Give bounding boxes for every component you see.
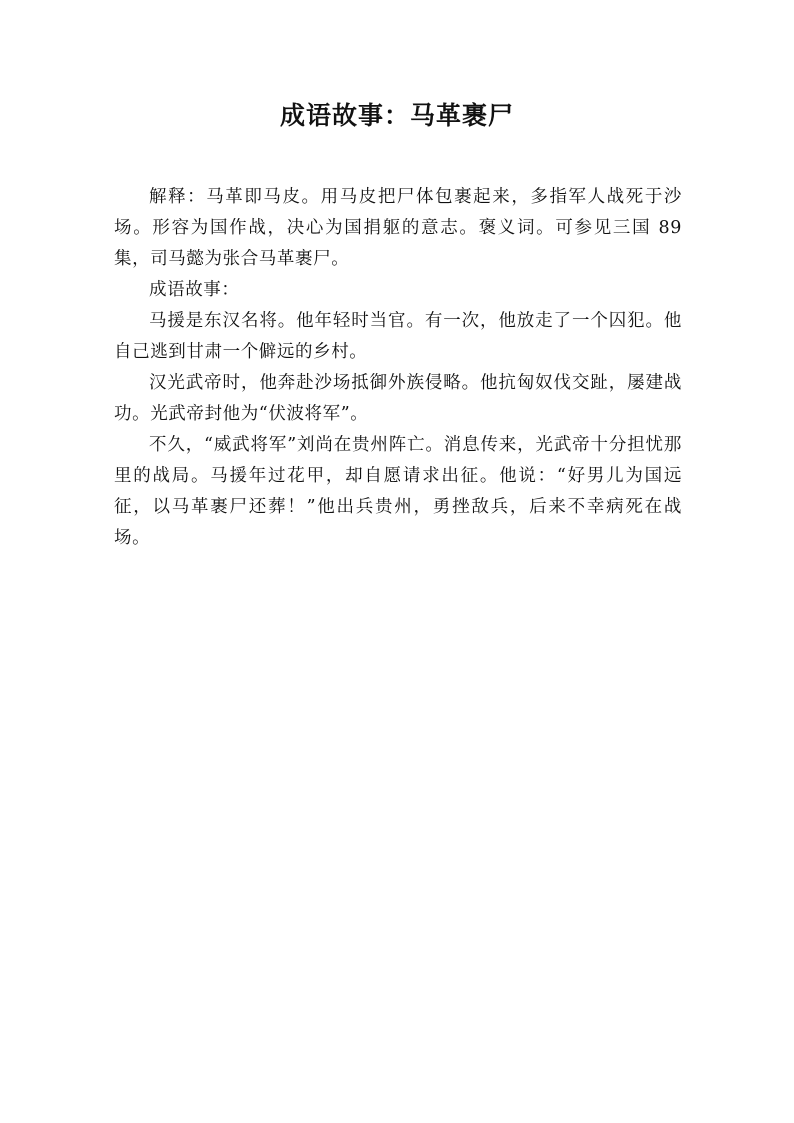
paragraph-story-heading: 成语故事： <box>149 280 240 300</box>
document-title: 成语故事：马革裹尸 <box>279 101 514 130</box>
paragraph-explanation: 解释：马革即马皮。用马皮把尸体包裹起来，多指军人战死于沙场。形容为国作战，决心为国捐躯的意志。褒义词。可参见三国 89 集，司马懿为张合马革裹尸。 <box>114 187 682 269</box>
paragraph-story-2: 汉光武帝时，他奔赴沙场抵御外族侵略。他抗匈奴伐交趾，屡建战功。光武帝封他为“伏波将军”。 <box>114 373 682 424</box>
paragraph-story-3: 不久，“威武将军”刘尚在贵州阵亡。消息传来，光武帝十分担忧那里的战局。马援年过花甲，却自愿请求出征。他说：“好男儿为国远征，以马革裹尸还葬！”他出兵贵州，勇挫敌兵，后来不幸病死在战场。 <box>114 435 682 548</box>
document-body <box>114 182 682 554</box>
paragraph-story-1: 马援是东汉名将。他年轻时当官。有一次，他放走了一个囚犯。他自己逃到甘肃一个僻远的乡村。 <box>114 311 682 362</box>
